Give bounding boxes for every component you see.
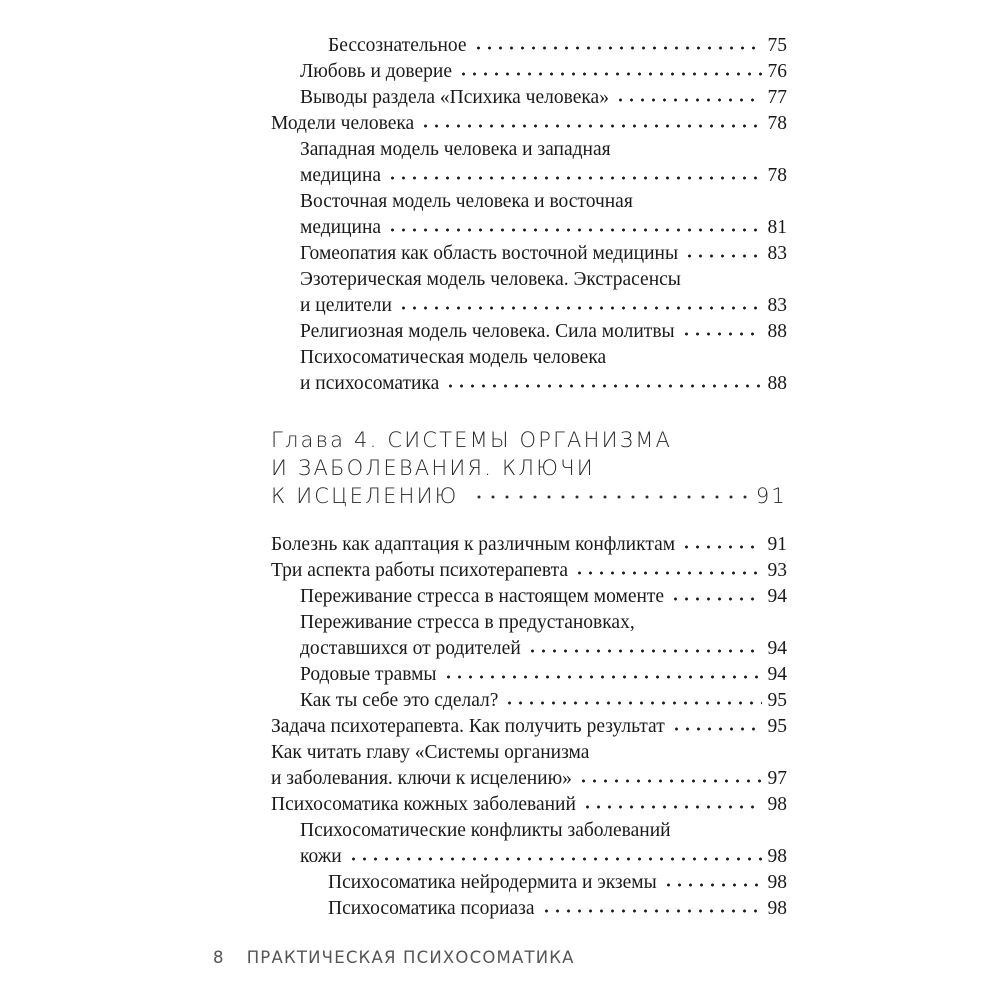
toc-page-number: 88 xyxy=(767,373,787,394)
dot-leader xyxy=(663,879,762,891)
toc-entry-title: Три аспекта работы психотерапевта xyxy=(271,560,569,581)
toc-entry[interactable] xyxy=(271,896,787,922)
toc-entry-title: Родовые травмы xyxy=(300,664,437,685)
toc-entry-title: и заболевания. ключи к исцелению» xyxy=(271,768,572,789)
toc-page-number: 94 xyxy=(767,586,787,607)
toc-entry-title: и психосоматика xyxy=(300,373,440,394)
toc-entry-title-line: Как читать главу «Системы организма xyxy=(271,742,590,763)
dot-leader xyxy=(387,224,761,236)
toc-entry[interactable] xyxy=(271,532,787,558)
toc-page-number: 75 xyxy=(767,35,787,56)
toc-page-number: 94 xyxy=(767,638,787,659)
toc-entry-title: Выводы раздела «Психика человека» xyxy=(300,87,609,108)
chapter-title-line-1: Глава 4. СИСТЕМЫ ОРГАНИЗМА xyxy=(271,428,673,452)
toc-entry[interactable] xyxy=(271,85,787,111)
toc-page-number: 94 xyxy=(767,664,787,685)
toc-entry-title: Переживание стресса в настоящем моменте xyxy=(300,586,665,607)
toc-entry[interactable] xyxy=(271,792,787,818)
toc-page-number: 98 xyxy=(767,846,787,867)
toc-entry[interactable] xyxy=(271,345,787,397)
toc-entry[interactable] xyxy=(271,688,787,714)
toc-entry-title-line: Восточная модель человека и восточная xyxy=(300,191,633,212)
dot-leader xyxy=(574,567,761,579)
toc-entry-title: Модели человека xyxy=(271,113,415,134)
toc-entry[interactable] xyxy=(271,59,787,85)
toc-entry-title-line: Психосоматические конфликты заболеваний xyxy=(300,820,671,841)
toc-entry[interactable] xyxy=(271,189,787,241)
chapter-page-number: 91 xyxy=(755,484,787,508)
toc-entry[interactable] xyxy=(271,319,787,345)
dot-leader xyxy=(443,671,762,683)
toc-entry[interactable] xyxy=(271,33,787,59)
toc-page-number: 95 xyxy=(767,716,787,737)
chapter-heading[interactable] xyxy=(271,426,787,510)
dot-leader xyxy=(582,801,762,813)
footer-page-number: 8 xyxy=(213,948,225,967)
toc-page-number: 77 xyxy=(767,87,787,108)
table-of-contents xyxy=(271,33,787,922)
toc-page-number: 98 xyxy=(767,794,787,815)
dot-leader xyxy=(684,250,761,262)
toc-entry[interactable] xyxy=(271,662,787,688)
dot-leader xyxy=(527,645,762,657)
dot-leader xyxy=(398,302,762,314)
toc-page-number: 81 xyxy=(767,217,787,238)
toc-entry[interactable] xyxy=(271,610,787,662)
toc-entry-title-line: Психосоматическая модель человека xyxy=(300,347,607,368)
toc-page-number: 78 xyxy=(767,165,787,186)
toc-entry-title: Любовь и доверие xyxy=(300,61,453,82)
toc-entry[interactable] xyxy=(271,740,787,792)
toc-page-number: 88 xyxy=(767,321,787,342)
dot-leader xyxy=(348,853,762,865)
dot-leader xyxy=(671,723,762,735)
dot-leader xyxy=(504,697,761,709)
dot-leader xyxy=(578,775,762,787)
toc-page-number: 93 xyxy=(767,560,787,581)
footer-book-title: ПРАКТИЧЕСКАЯ ПСИХОСОМАТИКА xyxy=(246,948,575,967)
toc-page-number: 98 xyxy=(767,872,787,893)
toc-entry-title: кожи xyxy=(300,846,342,867)
toc-page-number: 83 xyxy=(767,295,787,316)
toc-entry-title: Задача психотерапевта. Как получить результат xyxy=(271,716,665,737)
dot-leader xyxy=(681,541,761,553)
toc-page-number: 95 xyxy=(767,690,787,711)
toc-entry[interactable] xyxy=(271,137,787,189)
page-footer xyxy=(213,948,575,967)
toc-entry-title: Психосоматика псориаза xyxy=(328,898,535,919)
toc-entry-title-line: Западная модель человека и западная xyxy=(300,139,611,160)
toc-page-number: 76 xyxy=(767,61,787,82)
chapter-title-line-2: И ЗАБОЛЕВАНИЯ. КЛЮЧИ xyxy=(271,456,595,480)
toc-entry[interactable] xyxy=(271,241,787,267)
toc-page-number: 97 xyxy=(767,768,787,789)
dot-leader xyxy=(458,68,761,80)
toc-entry-title: доставшихся от родителей xyxy=(300,638,521,659)
dot-leader xyxy=(420,120,761,132)
toc-entry-title-line: Эзотерическая модель человека. Экстрасенсы xyxy=(300,269,681,290)
dot-leader xyxy=(387,172,761,184)
toc-entry[interactable] xyxy=(271,584,787,610)
toc-entry-title: Бессознательное xyxy=(328,35,467,56)
dot-leader xyxy=(541,905,762,917)
toc-entry-title: медицина xyxy=(300,217,382,238)
dot-leader xyxy=(472,491,747,503)
toc-entry[interactable] xyxy=(271,818,787,870)
toc-entry[interactable] xyxy=(271,111,787,137)
toc-entry-title-line: Переживание стресса в предустановках, xyxy=(300,612,635,633)
toc-entry-title: Религиозная модель человека. Сила молитвы xyxy=(300,321,675,342)
dot-leader xyxy=(445,380,761,392)
toc-section-top xyxy=(271,33,787,397)
toc-entry[interactable] xyxy=(271,870,787,896)
dot-leader xyxy=(681,328,762,340)
toc-section-bottom xyxy=(271,532,787,922)
toc-entry-title: Психосоматика нейродермита и экземы xyxy=(328,872,657,893)
toc-entry[interactable] xyxy=(271,267,787,319)
toc-entry-title: Как ты себе это сделал? xyxy=(300,690,499,711)
toc-page-number: 91 xyxy=(767,534,787,555)
toc-page-number: 98 xyxy=(767,898,787,919)
toc-entry-title: и целители xyxy=(300,295,392,316)
dot-leader xyxy=(670,593,761,605)
dot-leader xyxy=(473,42,762,54)
toc-page-number: 83 xyxy=(767,243,787,264)
toc-entry-title: Психосоматика кожных заболеваний xyxy=(271,794,576,815)
chapter-title-line-3: К ИСЦЕЛЕНИЮ xyxy=(271,484,459,508)
toc-entry-title: Болезнь как адаптация к различным конфликтам xyxy=(271,534,676,555)
toc-entry[interactable] xyxy=(271,714,787,740)
dot-leader xyxy=(615,94,762,106)
toc-entry[interactable] xyxy=(271,558,787,584)
toc-entry-title: Гомеопатия как область восточной медицины xyxy=(300,243,679,264)
toc-page-number: 78 xyxy=(767,113,787,134)
toc-entry-title: медицина xyxy=(300,165,382,186)
